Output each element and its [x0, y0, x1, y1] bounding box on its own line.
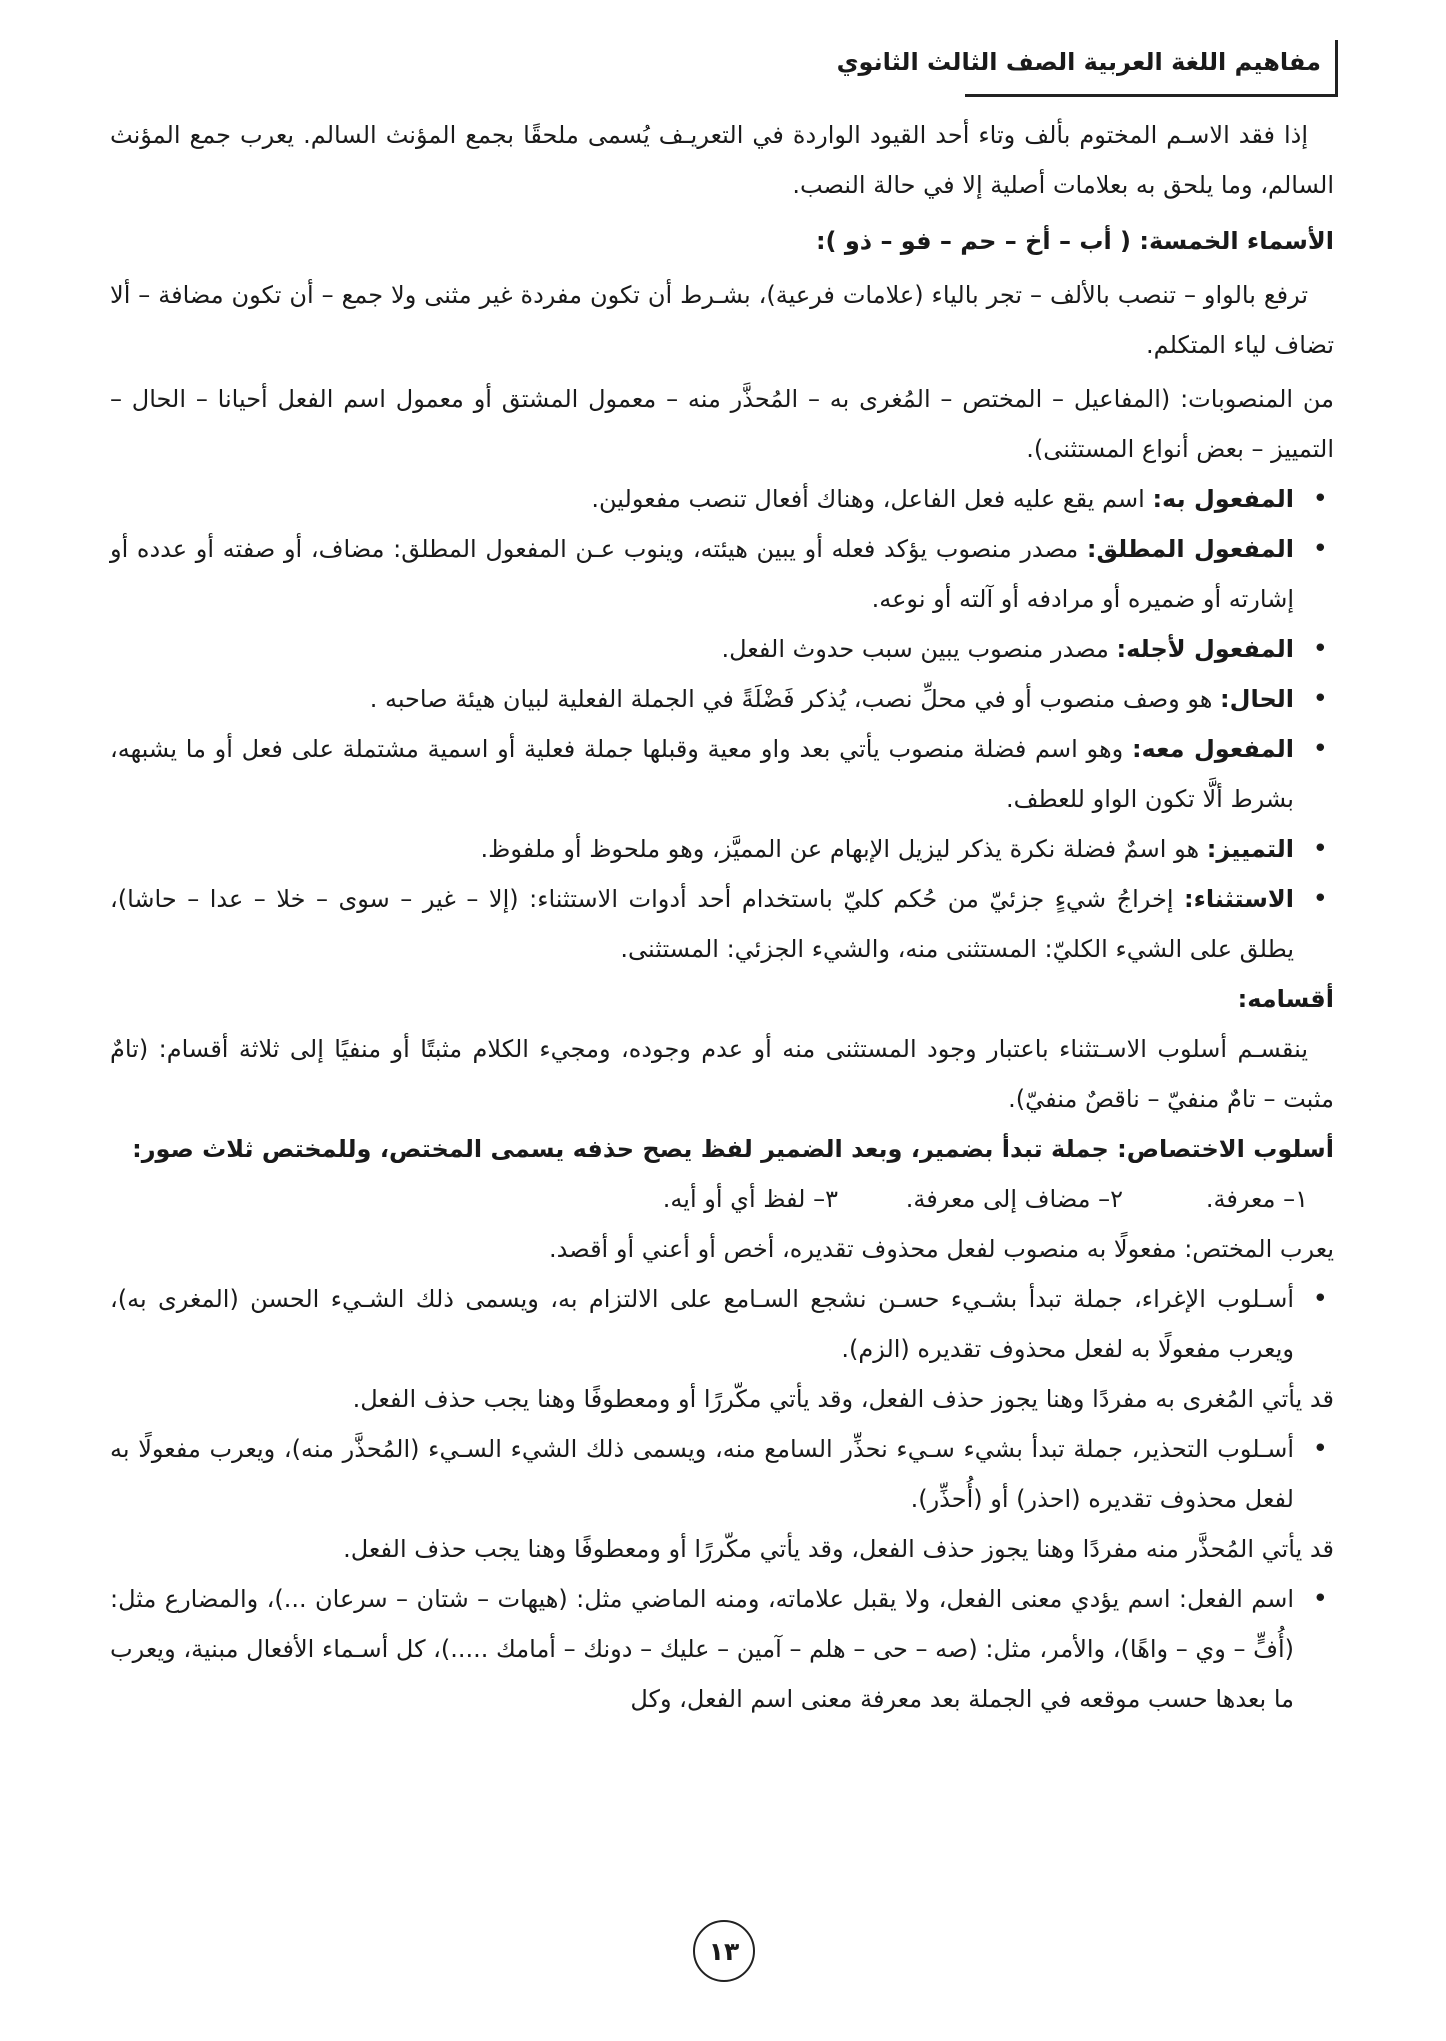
- term: المفعول به:: [1152, 485, 1294, 513]
- list-item: • أسـلوب الإغراء، جملة تبدأ بشـيء حسـن نشجع السـامع على الالتزام به، ويسمى ذلك الشـيء الحسن (المغرى به)، ويعرب مفعولًا به لفعل محذوف تقديره (الزم).: [110, 1274, 1334, 1374]
- term: المفعول معه:: [1131, 735, 1294, 763]
- incitement-note: قد يأتي المُغرى به مفردًا وهنا يجوز حذف الفعل، وقد يأتي مكّررًا أو ومعطوفًا وهنا يجب حذف الفعل.: [352, 1385, 1334, 1413]
- term: المفعول لأجله:: [1116, 635, 1294, 663]
- list-item: [110, 724, 1334, 824]
- list-item: [110, 824, 1334, 874]
- definition: هو اسمٌ فضلة نكرة يذكر ليزيل الإبهام عن المميَّز، وهو ملحوظ أو ملفوظ.: [480, 835, 1207, 863]
- specialization-heading: أسلوب الاختصاص: جملة تبدأ بضمير، وبعد الضمير لفظ يصح حذفه يسمى المختص، وللمختص ثلاث صور:: [132, 1135, 1334, 1163]
- page-header: [836, 40, 1338, 97]
- page-content: [110, 110, 1334, 1724]
- intro-paragraph: إذا فقد الاسـم المختوم بألف وتاء أحد القيود الواردة في التعريـف يُسمى ملحقًا بجمع المؤنث السالم. يعرب جمع المؤنث السالم، وما يلحق به بعلامات أصلية إلا في حالة النصب.: [110, 121, 1334, 199]
- term: الاستثناء:: [1184, 885, 1294, 913]
- accusatives-list: [110, 474, 1334, 974]
- definition: وهو اسم فضلة منصوب يأتي بعد واو معية وقبلها جملة فعلية أو اسمية مشتملة على فعل أو ما يشبهه، بشرط ألَّا تكون الواو للعطف.: [110, 735, 1294, 813]
- five-nouns-heading: الأسماء الخمسة: ( أب – أخ – حم – فو – ذو ):: [815, 227, 1334, 255]
- specialization-parsing: يعرب المختص: مفعولًا به منصوب لفعل محذوف تقديره، أخص أو أعني أو أقصد.: [549, 1235, 1334, 1263]
- verb-noun-list: [110, 1574, 1334, 1724]
- definition: مصدر منصوب يبين سبب حدوث الفعل.: [721, 635, 1117, 663]
- term: الحال:: [1220, 685, 1294, 713]
- five-nouns-text: ترفع بالواو – تنصب بالألف – تجر بالياء (علامات فرعية)، بشـرط أن تكون مفردة غير مثنى ولا جمع – أن تكون مضافة – ألا تضاف لياء المتكلم.: [110, 281, 1334, 359]
- accusatives-text: من المنصوبات: (المفاعيل – المختص – المُغرى به – المُحذَّر منه – معمول المشتق أو معمول اسم الفعل أحيانا – الحال – التمييز – بعض أنواع المستثنى).: [110, 385, 1334, 463]
- incitement-list: [110, 1274, 1334, 1374]
- definition: مصدر منصوب يؤكد فعله أو يبين هيئته، وينوب عـن المفعول المطلق: مضاف، أو صفته أو عدده أو إشارته أو ضميره أو مرادفه أو آلته أو نوعه.: [110, 535, 1294, 613]
- term: المفعول المطلق:: [1086, 535, 1294, 563]
- specialization-forms: [110, 1174, 1334, 1224]
- list-item: [110, 674, 1334, 724]
- term: التمييز:: [1206, 835, 1294, 863]
- list-item: • اسم الفعل: اسم يؤدي معنى الفعل، ولا يقبل علاماته، ومنه الماضي مثل: (هيهات – شتان – سرعان ...)، والمضارع مثل: (أُفٍّ – وي – واهًا)، والأمر، مثل: (صه – حى – هلم – آمين – عليك – دونك – أمامك .....)، كل أسـماء الأفعال مبنية، ويعرب ما بعدها حسب موقعه في الجملة بعد معرفة معنى اسم الفعل، وكل: [110, 1574, 1334, 1724]
- list-item: • أسـلوب التحذير، جملة تبدأ بشيء سـيء نحذِّر السامع منه، ويسمى ذلك الشيء السـيء (المُحذَّر منه)، ويعرب مفعولًا به لفعل محذوف تقديره (احذر) أو (أُحذِّر).: [110, 1424, 1334, 1524]
- list-item: [110, 524, 1334, 624]
- form-item: ١– معرفة.: [1205, 1185, 1308, 1213]
- list-item: [110, 474, 1334, 524]
- form-item: ٢– مضاف إلى معرفة.: [905, 1185, 1123, 1213]
- definition: هو وصف منصوب أو في محلِّ نصب، يُذكر فَضْلَةً في الجملة الفعلية لبيان هيئة صاحبه .: [369, 685, 1221, 713]
- divisions-text: ينقسـم أسلوب الاسـتثناء باعتبار وجود المستثنى منه أو عدم وجوده، ومجيء الكلام مثبتًا أو منفيًا إلى ثلاثة أقسام: (تامٌ مثبت – تامٌ منفيّ – ناقصٌ منفيّ).: [110, 1035, 1334, 1113]
- list-item: [110, 624, 1334, 674]
- list-item: [110, 874, 1334, 974]
- definition: اسم يقع عليه فعل الفاعل، وهناك أفعال تنصب مفعولين.: [591, 485, 1153, 513]
- warning-note: قد يأتي المُحذَّر منه مفردًا وهنا يجوز حذف الفعل، وقد يأتي مكّررًا أو ومعطوفًا وهنا يجب حذف الفعل.: [343, 1535, 1334, 1563]
- page-number: ١٣: [693, 1920, 755, 1982]
- divisions-heading: أقسامه:: [1237, 985, 1334, 1013]
- definition: إخراجُ شيءٍ جزئيّ من حُكم كليّ باستخدام أحد أدوات الاستثناء: (إلا – غير – سوى – خلا – عدا – حاشا)، يطلق على الشيء الكليّ: المستثنى منه، والشيء الجزئي: المستثنى.: [110, 885, 1294, 963]
- page-header-title: مفاهيم اللغة العربية الصف الثالث الثانوي: [836, 48, 1321, 76]
- warning-list: [110, 1424, 1334, 1524]
- form-item: ٣– لفظ أي أو أيه.: [662, 1185, 838, 1213]
